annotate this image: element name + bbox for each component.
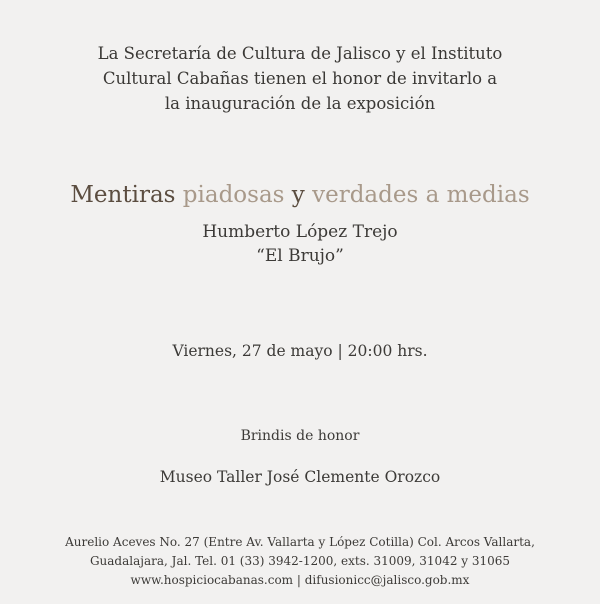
title-word-verdades: verdades bbox=[312, 182, 426, 208]
exhibition-title bbox=[0, 180, 600, 210]
title-word-a-medias: a medias bbox=[425, 182, 530, 208]
venue-address bbox=[0, 533, 600, 590]
intro-line-3: la inauguración de la exposición bbox=[164, 94, 436, 113]
event-date-time: Viernes, 27 de mayo | 20:00 hrs. bbox=[172, 342, 428, 360]
intro-line-1: La Secretaría de Cultura de Jalisco y el Instituto bbox=[97, 44, 503, 63]
artist-alias: “El Brujo” bbox=[256, 246, 344, 266]
title-word-piadosas: piadosas bbox=[182, 182, 292, 208]
artist-block bbox=[0, 220, 600, 268]
address-line-1: Aurelio Aceves No. 27 (Entre Av. Vallarta y López Cotilla) Col. Arcos Vallarta, bbox=[65, 535, 535, 549]
title-word-y: y bbox=[291, 182, 313, 208]
reception-note: Brindis de honor bbox=[240, 428, 360, 444]
intro-line-2: Cultural Cabañas tienen el honor de invitarlo a bbox=[102, 69, 498, 88]
venue-name: Museo Taller José Clemente Orozco bbox=[159, 468, 441, 486]
title-word-mentiras: Mentiras bbox=[70, 182, 183, 208]
contact-line: www.hospiciocabanas.com | difusionicc@jalisco.gob.mx bbox=[130, 573, 470, 587]
artist-name: Humberto López Trejo bbox=[202, 222, 398, 242]
address-line-2: Guadalajara, Jal. Tel. 01 (33) 3942-1200, exts. 31009, 31042 y 31065 bbox=[89, 554, 511, 568]
invitation-intro bbox=[0, 41, 600, 116]
